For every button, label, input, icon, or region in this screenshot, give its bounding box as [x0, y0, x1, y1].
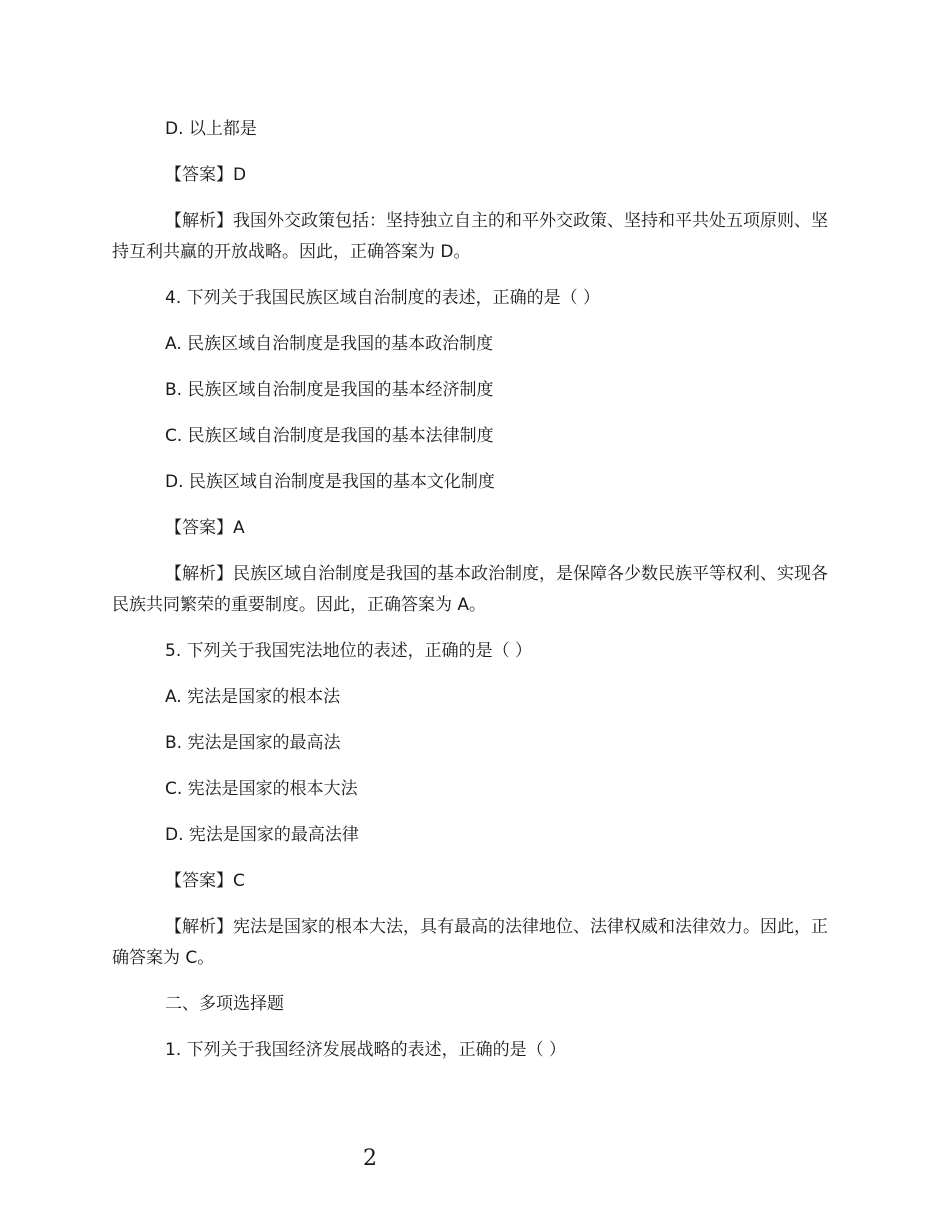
- question-5: 5. 下列关于我国宪法地位的表述，正确的是（ ）: [165, 641, 533, 661]
- option-a-q5: A. 宪法是国家的根本法: [165, 687, 341, 707]
- option-d-q3: D. 以上都是: [165, 119, 257, 139]
- analysis-q5: 【解析】宪法是国家的根本大法，具有最高的法律地位、法律权威和法律效力。因此，正确答案为 C。: [112, 917, 828, 968]
- option-c-q5: C. 宪法是国家的根本大法: [165, 779, 358, 799]
- answer-q5: 【答案】C: [165, 871, 245, 891]
- option-c-q4: C. 民族区域自治制度是我国的基本法律制度: [165, 426, 494, 446]
- page-number: 2: [363, 1146, 377, 1171]
- option-a-q4: A. 民族区域自治制度是我国的基本政治制度: [165, 334, 494, 354]
- document-body: [112, 114, 842, 1081]
- analysis-q4: 【解析】民族区域自治制度是我国的基本政治制度，是保障各少数民族平等权利、实现各民族共同繁荣的重要制度。因此，正确答案为 A。: [112, 564, 828, 615]
- option-b-q5: B. 宪法是国家的最高法: [165, 733, 341, 753]
- option-b-q4: B. 民族区域自治制度是我国的基本经济制度: [165, 380, 494, 400]
- multi-question-1: 1. 下列关于我国经济发展战略的表述，正确的是（ ）: [165, 1040, 567, 1060]
- option-d-q5: D. 宪法是国家的最高法律: [165, 825, 359, 845]
- answer-q3: 【答案】D: [165, 165, 247, 185]
- section-heading-multiple-choice: 二、多项选择题: [165, 994, 284, 1014]
- option-d-q4: D. 民族区域自治制度是我国的基本文化制度: [165, 472, 495, 492]
- answer-q4: 【答案】A: [165, 518, 245, 538]
- analysis-q3: 【解析】我国外交政策包括：坚持独立自主的和平外交政策、坚持和平共处五项原则、坚持互利共赢的开放战略。因此，正确答案为 D。: [112, 211, 828, 262]
- question-4: 4. 下列关于我国民族区域自治制度的表述，正确的是（ ）: [165, 288, 601, 308]
